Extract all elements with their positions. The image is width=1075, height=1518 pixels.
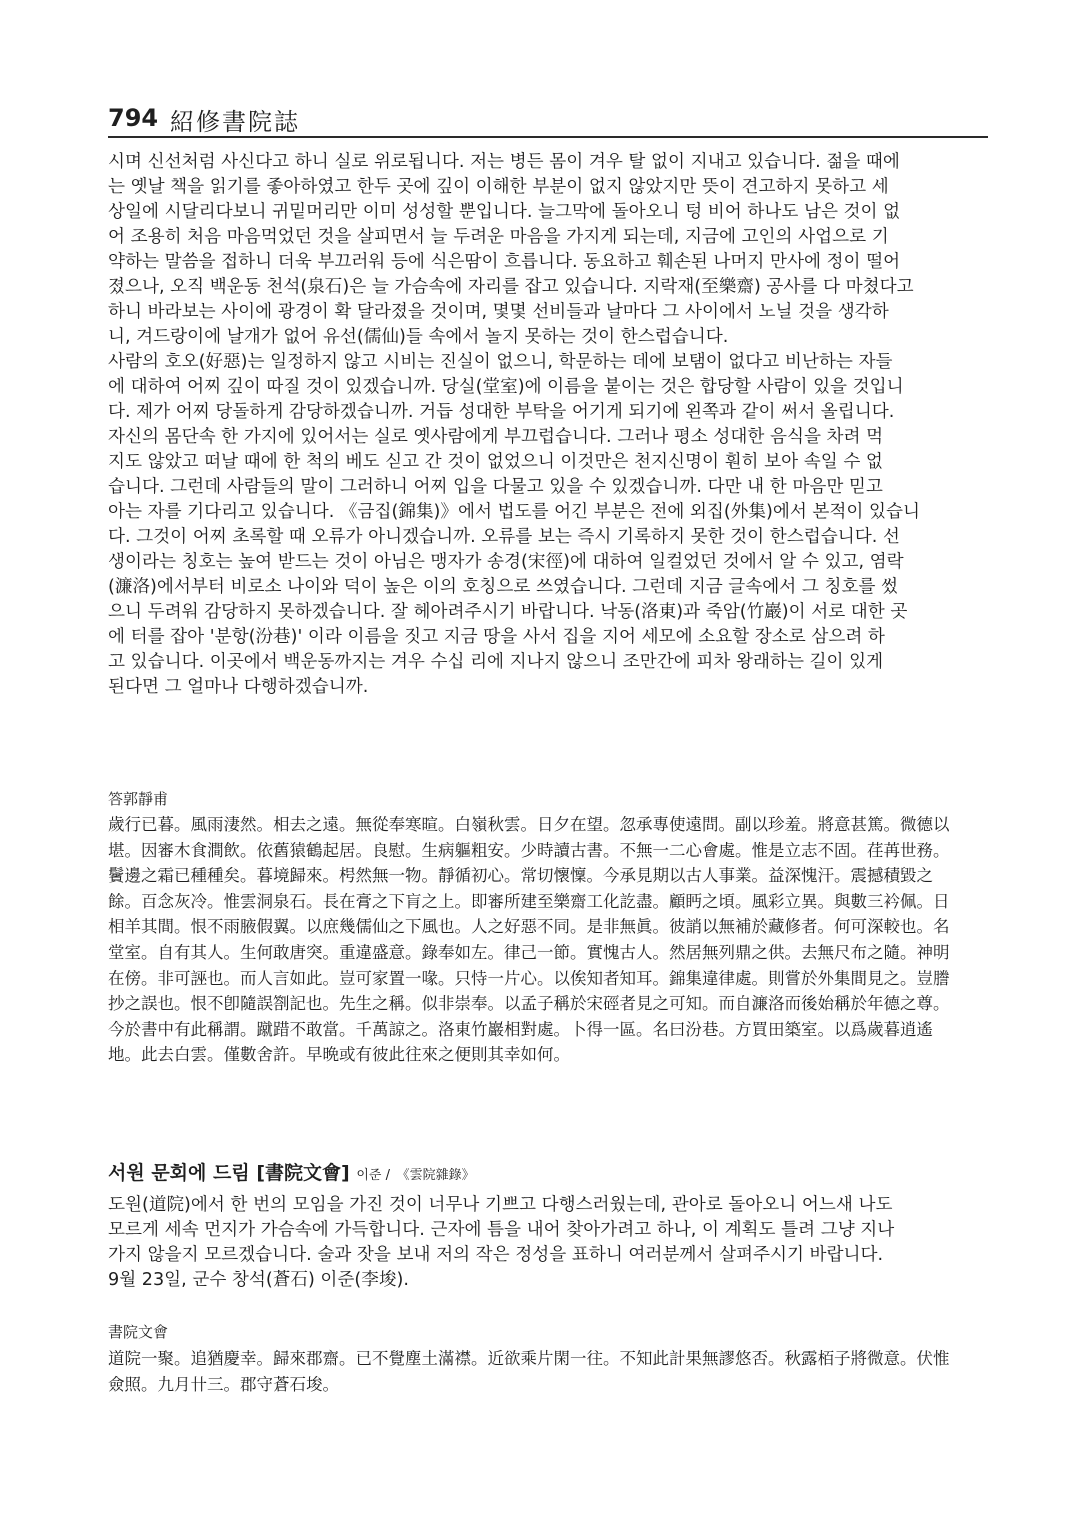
text-line: 에 대하여 어찌 깊이 따질 것이 있겠습니까. 당실(堂室)에 이름을 붙이는 것은 합당할 사람이 있을 것입니 — [108, 377, 904, 397]
text-line: 시며 신선처럼 사신다고 하니 실로 위로됩니다. 저는 병든 몸이 겨우 탈 없이 지내고 있습니다. 젊을 때에 — [108, 152, 900, 172]
korean-translation-2 — [108, 1193, 988, 1293]
text-line: 약하는 말씀을 접하니 더욱 부끄러워 등에 식은땀이 흐릅니다. 동요하고 훼손된 나머지 만사에 정이 떨어 — [108, 252, 901, 272]
book-title: 紹修書院誌 — [170, 108, 300, 136]
hanja-letter-title: 答郭靜甫 — [108, 790, 169, 808]
text-line: 모르게 세속 먼지가 가슴속에 가득합니다. 근자에 틈을 내어 찾아가려고 하나, 이 계획도 틀려 그냥 지나 — [108, 1220, 895, 1240]
text-line: 鬢邊之霜已種種矣。暮境歸來。枵然無一物。靜循初心。常切懷懍。今承見期以古人事業。益深愧汗。震撼積毀之 — [108, 866, 933, 886]
text-line: 今於書中有此稱謂。蹴踖不敢當。千萬諒之。洛東竹巖相對處。卜得一區。名曰汾巷。方買田築室。以爲歲暮逍遙 — [108, 1019, 933, 1039]
text-line: 에 터를 잡아 '분항(汾巷)' 이라 이름을 짓고 지금 땅을 사서 집을 지어 세모에 소요할 장소로 삼으려 하 — [108, 627, 885, 647]
text-line: (濂洛)에서부터 비로소 나이와 덕이 높은 이의 호칭으로 쓰였습니다. 그런데 지금 글속에서 그 칭호를 썼 — [108, 577, 899, 597]
text-line: 在傍。非可誣也。而人言如此。豈可家置一喙。只恃一片心。以俟知者知耳。錦集違律處。則嘗於外集間見之。豈謄 — [108, 968, 950, 988]
section-author: 이준 / — [356, 1168, 390, 1183]
text-line: 도원(道院)에서 한 번의 모임을 가진 것이 너무나 기쁘고 다행스러웠는데, 관아로 돌아오니 어느새 나도 — [108, 1195, 893, 1215]
text-line: 졌으나, 오직 백운동 천석(泉石)은 늘 가슴속에 자리를 잡고 있습니다. 지락재(至樂齋) 공사를 다 마쳤다고 — [108, 277, 914, 297]
text-line: 습니다. 그런데 사람들의 말이 그러하니 어찌 입을 다물고 있을 수 있겠습니까. 다만 내 한 마음만 믿고 — [108, 477, 883, 497]
hanja-original-2 — [108, 1346, 988, 1397]
text-line: 자신의 몸단속 한 가지에 있어서는 실로 옛사람에게 부끄럽습니다. 그러나 평소 성대한 음식을 차려 먹 — [108, 427, 884, 447]
text-line: 생이라는 칭호는 높여 받드는 것이 아님은 맹자가 송경(宋徑)에 대하여 일컬었던 것에서 알 수 있고, 염락 — [108, 552, 904, 572]
text-line: 사람의 호오(好惡)는 일정하지 않고 시비는 진실이 없으니, 학문하는 데에 보탬이 없다고 비난하는 자들 — [108, 352, 893, 372]
text-line: 餘。百念灰冷。惟雲洞泉石。長在膏之下肓之上。即審所建至樂齋工化訖盡。顧眄之頃。風彩立異。與數三衿佩。日 — [108, 891, 950, 911]
text-line: 歲行已暮。風雨淒然。相去之遠。無從奉寒暄。白嶺秋雲。日夕在望。忽承專使遠問。副以珍羞。將意甚篤。微德以 — [108, 815, 950, 834]
text-line: 道院一聚。追猶慶幸。歸來郡齋。已不覺塵土滿襟。近欲乘片閑一往。不知此計果無謬悠否。秋露栢子將微意。伏惟 — [108, 1349, 950, 1368]
text-line: 相羊其間。恨不雨腋假翼。以庶幾儒仙之下風也。人之好惡不同。是非無眞。彼誚以無補於藏修者。何可深較也。名 — [108, 917, 950, 937]
text-line: 堪。因審木食澗飲。依舊猿鶴起居。良慰。生病軀粗安。少時讀古書。不無一二心會處。惟是立志不固。荏苒世務。 — [108, 840, 950, 860]
text-line: 는 옛날 책을 읽기를 좋아하였고 한두 곳에 깊이 이해한 부분이 없지 않았지만 뜻이 견고하지 못하고 세 — [108, 177, 889, 197]
text-line: 抄之誤也。恨不卽隨誤劄記也。先生之稱。似非崇奉。以孟子稱於宋硜者見之可知。而自濂洛而後始稱於年德之尊。 — [108, 994, 950, 1014]
text-line: 9월 23일, 군수 창석(蒼石) 이준(李埈). — [108, 1270, 409, 1290]
text-line: 僉照。九月卄三。郡守蒼石埈。 — [108, 1374, 339, 1394]
text-line: 다. 제가 어찌 당돌하게 감당하겠습니까. 거듭 성대한 부탁을 어기게 되기에 왼쪽과 같이 써서 올립니다. — [108, 402, 895, 422]
text-line: 다. 그것이 어찌 초록할 때 오류가 아니겠습니까. 오류를 보는 즉시 기록하지 못한 것이 한스럽습니다. 선 — [108, 527, 900, 547]
text-line: 地。此去白雲。僅數舍許。早晩或有彼此往來之便則其幸如何。 — [108, 1045, 570, 1065]
text-line: 堂室。自有其人。生何敢唐突。重違盛意。錄奉如左。律己一節。實愧古人。然居無列鼎之供。去無尺布之隨。神明 — [108, 942, 950, 962]
text-line: 어 조용히 처음 마음먹었던 것을 살피면서 늘 두려운 마음을 가지게 되는데, 지금에 고인의 사업으로 기 — [108, 227, 889, 247]
text-line: 상일에 시달리다보니 귀밑머리만 이미 성성할 뿐입니다. 늘그막에 돌아오니 텅 비어 하나도 남은 것이 없 — [108, 202, 901, 222]
text-line: 가지 않을지 모르겠습니다. 술과 잣을 보내 저의 작은 정성을 표하니 여러분께서 살펴주시기 바랍니다. — [108, 1245, 884, 1265]
hanja-letter-title-2: 書院文會 — [108, 1323, 169, 1341]
text-line: 된다면 그 얼마나 다행하겠습니까. — [108, 677, 369, 697]
text-line: 아는 자를 기다리고 있습니다. 《금집(錦集)》에서 법도를 어긴 부분은 전에 외집(外集)에서 본적이 있습니 — [108, 502, 920, 522]
text-line: 지도 않았고 떠날 때에 한 척의 베도 싣고 간 것이 없었으니 이것만은 천지신명이 훤히 보아 속일 수 없 — [108, 452, 883, 472]
section-heading — [108, 1158, 475, 1185]
text-line: 으니 두려워 감당하지 못하겠습니다. 잘 헤아려주시기 바랍니다. 낙동(洛東)과 죽암(竹巖)이 서로 대한 곳 — [108, 602, 908, 622]
korean-translation-1 — [108, 150, 988, 700]
hanja-original-1 — [108, 812, 988, 1068]
text-line: 니, 겨드랑이에 날개가 없어 유선(儒仙)들 속에서 놀지 못하는 것이 한스럽습니다. — [108, 327, 729, 347]
section-source: 《雲院雜錄》 — [396, 1168, 475, 1183]
text-line: 하니 바라보는 사이에 광경이 확 달라졌을 것이며, 몇몇 선비들과 날마다 그 사이에서 노닐 것을 생각하 — [108, 302, 889, 322]
page-number: 794 — [108, 104, 159, 132]
page-header — [108, 104, 988, 138]
section-title: 서원 문회에 드림 [書院文會] — [108, 1162, 350, 1184]
text-line: 고 있습니다. 이곳에서 백운동까지는 겨우 수십 리에 지나지 않으니 조만간에 피차 왕래하는 길이 있게 — [108, 652, 884, 672]
